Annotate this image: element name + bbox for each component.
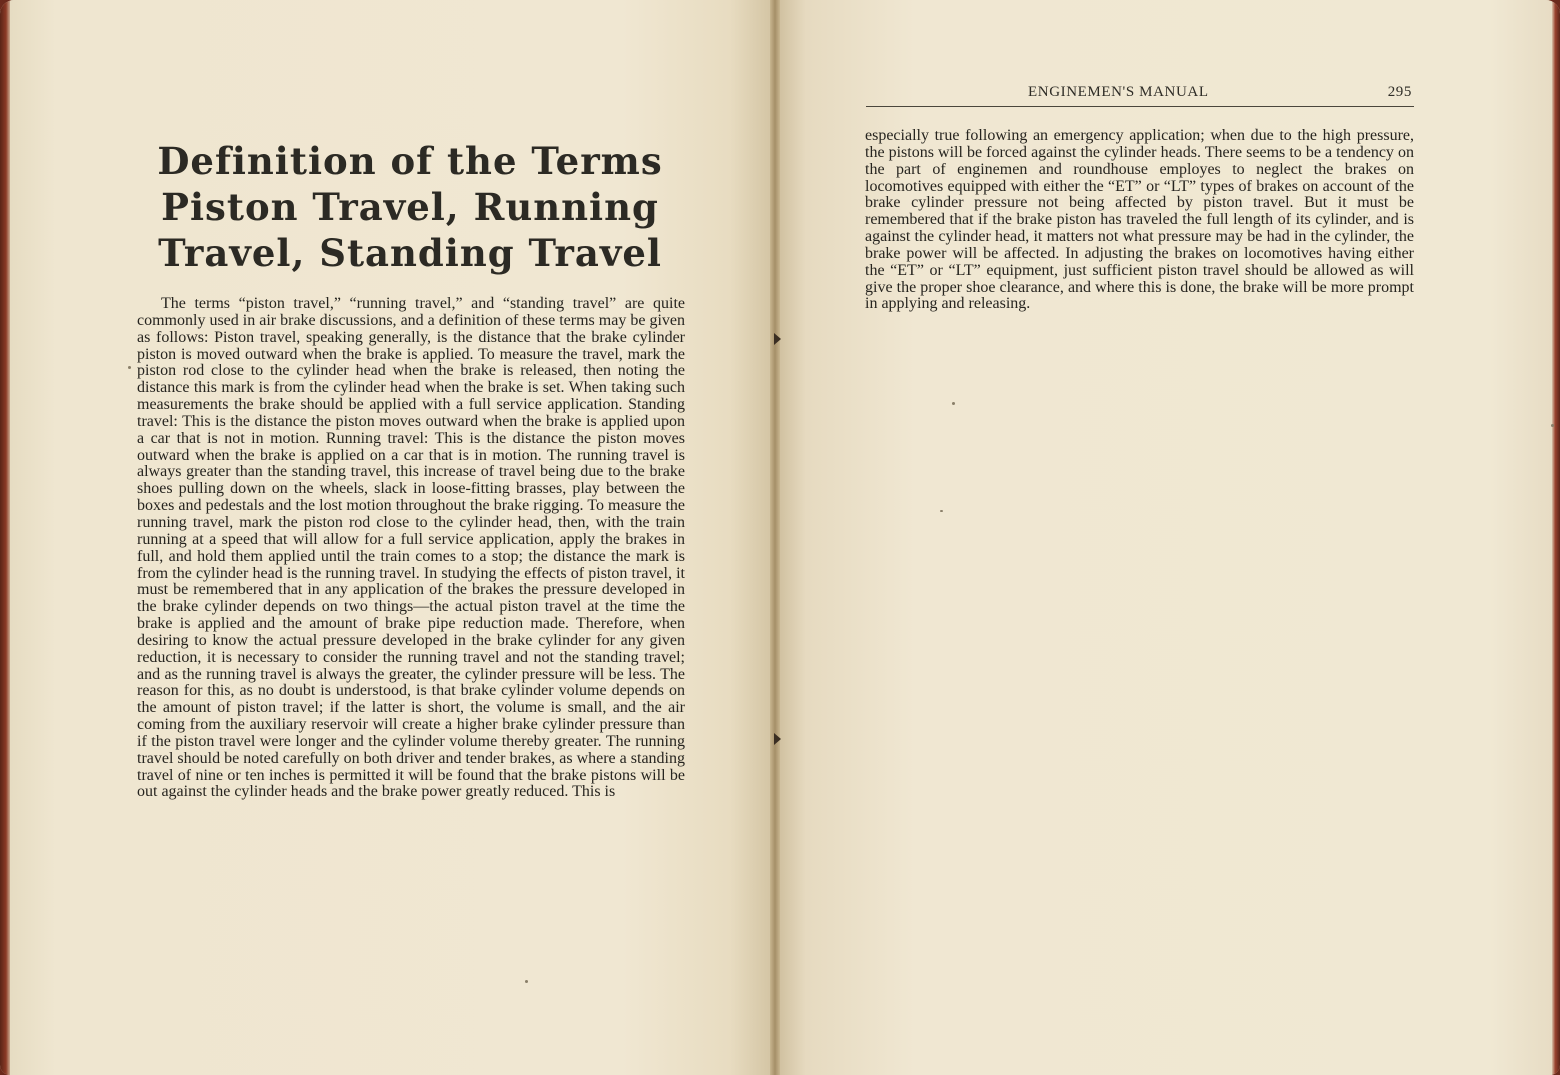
header-rule <box>866 106 1414 107</box>
page-number: 295 <box>1387 84 1412 100</box>
running-title: ENGINEMEN'S MANUAL <box>1028 84 1209 100</box>
binding-stitch-mark <box>774 333 781 345</box>
paper-speck <box>940 510 943 512</box>
paper-speck <box>952 402 955 405</box>
paper-speck <box>128 366 131 369</box>
cover-edge-right <box>1552 0 1560 1075</box>
right-page-body-text: especially true following an emergency application; when due to the high pressure, the pistons will be forced against the cylinder heads. There seems to be a tendency on the part of enginemen and roundhouse employes to neglect the brakes on locomotives equipped with either the “ET” or “LT” types of brakes on account of the brake cylinder pressure not being affected by piston travel. But it must be remembered that if the brake piston has traveled the full length of its cylinder, and is against the cylinder head, it matters not what pressure may be had in the cylinder, the brake power will be affected. In adjusting the brakes on locomotives having either the “ET” or “LT” equipment, just sufficient piston travel should be allowed as will give the proper shoe clearance, and where this is done, the brake will be more prompt in applying and releasing. <box>865 127 1414 313</box>
binding-stitch-mark <box>774 733 781 745</box>
cover-edge-left <box>0 0 10 1075</box>
chapter-title: Definition of the Terms Piston Travel, Running Travel, Standing Travel <box>157 139 663 275</box>
paper-speck <box>1551 424 1554 427</box>
book-gutter <box>770 0 780 1075</box>
running-header <box>866 84 1414 104</box>
left-page-body-text: The terms “piston travel,” “running travel,” and “standing travel” are quite commonly used in air brake discussions, and a definition of these terms may be given as follows: Piston travel, speaking generally, is the distance that the brake cylinder piston is moved outward when the brake is applied. To measure the travel, mark the piston rod close to the cylinder head when the brake is released, then noting the distance this mark is from the cylinder head when the brake is set. When taking such measurements the brake should be applied with a full service application. Standing travel: This is the distance the piston moves outward when the brake is applied upon a car that is not in motion. Running travel: This is the distance the piston moves outward when the brake is applied on a car that is in motion. The running travel is always greater than the standing travel, this increase of travel being due to the brake shoes pulling down on the wheels, slack in loose-fitting brasses, play between the boxes and pedestals and the lost motion throughout the brake rigging. To measure the running travel, mark the piston rod close to the cylinder head, then, with the train running at a speed that will allow for a full service application, apply the brakes in full, and hold them applied until the train comes to a stop; the distance the mark is from the cylinder head is the running travel. In studying the effects of piston travel, it must be remembered that in any application of the brakes the pressure developed in the brake cylinder depends on two things—the actual piston travel at the time the brake is applied and the amount of brake pipe reduction made. Therefore, when desiring to know the actual pressure developed in the brake cylinder for any given reduction, it is necessary to consider the running travel and not the standing travel; and as the running travel is always the greater, the cylinder pressure will be less. The reason for this, as no doubt is understood, is that brake cylinder volume depends on the amount of piston travel; if the latter is short, the volume is small, and the air coming from the auxiliary reservoir will create a higher brake cylinder pressure than if the piston travel were longer and the cylinder volume thereby greater. The running travel should be noted carefully on both driver and tender brakes, as where a standing travel of nine or ten inches is permitted it will be found that the brake pistons will be out against the cylinder heads and the brake power greatly reduced. This is <box>137 295 685 801</box>
paper-speck <box>525 980 528 983</box>
